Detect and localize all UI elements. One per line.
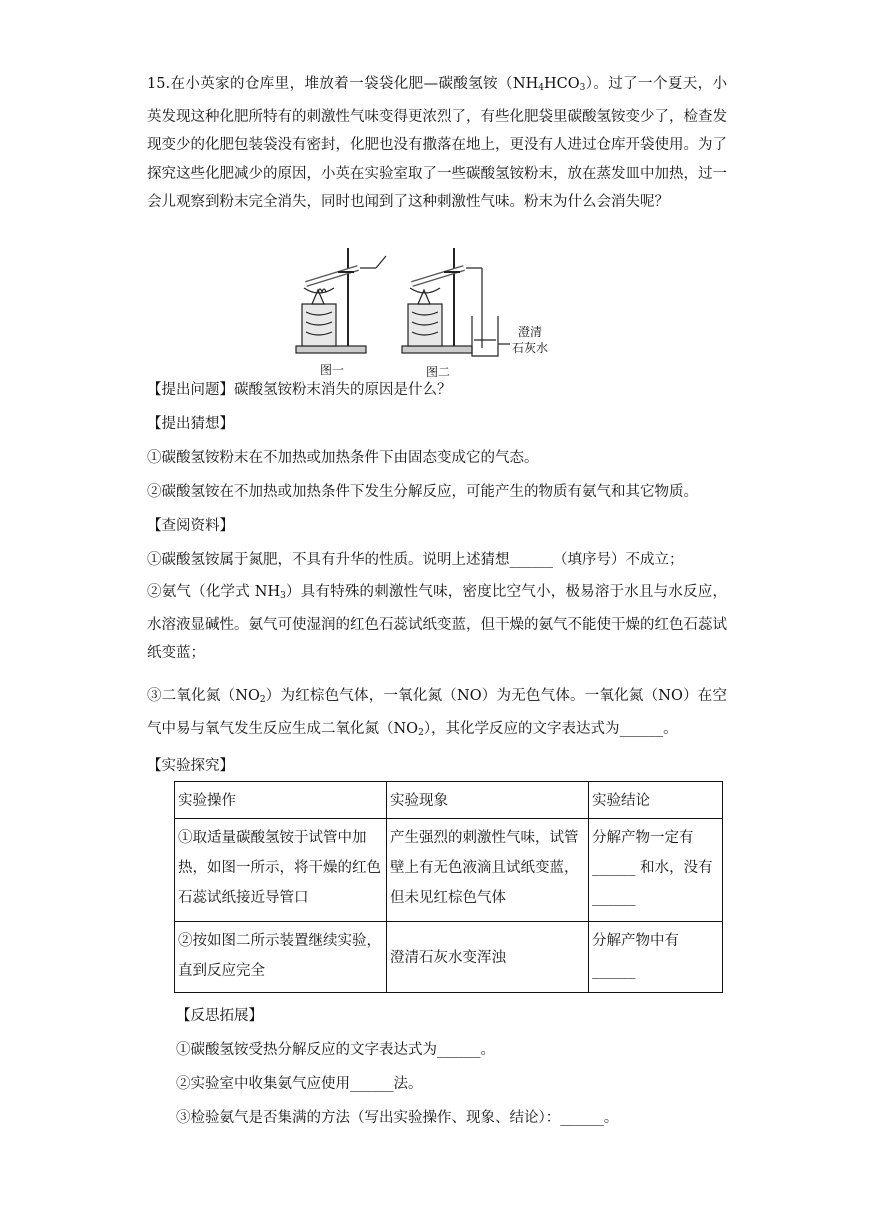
row1-operation: ①取适量碳酸氢铵于试管中加热，如图一所示，将干燥的红色石蕊试纸接近导管口 [175, 819, 387, 922]
table-row [175, 922, 723, 993]
reflection-one-text-a: ①碳酸氢铵受热分解反应的文字表达式为 [176, 1042, 437, 1058]
material-three-text-c: ），其化学反应的文字表达式为 [423, 720, 620, 737]
beaker-label-line2: 石灰水 [512, 341, 549, 355]
material-one [147, 550, 684, 570]
row1-conclusion-text-b: 和水，没有 [635, 860, 713, 876]
intro-text-a: 15.在小英家的仓库里，堆放着一袋袋化肥—碳酸氢铵（NH [147, 76, 539, 92]
question-line: 【提出问题】碳酸氢铵粉末消失的原因是什么？ [147, 382, 452, 398]
row1-phenomenon: 产生强烈的刺激性气味，试管壁上有无色液滴且试纸变蓝，但未见红棕色气体 [387, 819, 589, 922]
reflection-one [176, 1040, 495, 1060]
table-row [175, 819, 723, 922]
answer-blank-test-method: ______ [560, 1110, 604, 1126]
header-conclusion: 实验结论 [589, 782, 723, 819]
hypothesis-one: ①碳酸氢铵粉末在不加热或加热条件下由固态变成它的气态。 [147, 450, 539, 466]
figure-one-apparatus [296, 248, 386, 353]
material-one-text-a: ①碳酸氢铵属于氮肥，不具有升华的性质。说明上述猜想 [147, 552, 510, 568]
row2-phenomenon: 澄清石灰水变浑浊 [387, 922, 589, 993]
figure-one-label: 图一 [320, 363, 345, 377]
beaker-label-line1: 澄清 [518, 325, 543, 339]
answer-blank-collection: ______ [350, 1076, 394, 1092]
figure-two-label: 图二 [426, 365, 451, 378]
material-three [147, 682, 727, 747]
materials-heading: 【查阅资料】 [147, 518, 234, 534]
material-two [147, 578, 727, 668]
intro-text-b: HCO [543, 76, 580, 92]
hypothesis-two: ②碳酸氢铵在不加热或加热条件下发生分解反应，可能产生的物质有氨气和其它物质。 [147, 484, 698, 500]
material-three-text-d: 。 [663, 720, 678, 737]
row2-conclusion-text-a: 分解产物中有 [592, 933, 679, 949]
header-operation: 实验操作 [175, 782, 387, 819]
material-two-text-b: ）具有特殊的刺激性气味，密度比空气小，极易溶于水且与水反应，水溶液显碱性。氨气可使湿润的红色石蕊试纸变蓝，但干燥的氨气不能使干燥的红色石蕊试纸变蓝； [147, 584, 727, 662]
answer-blank-absent: ______ [592, 890, 636, 906]
answer-blank-equation: ______ [619, 720, 664, 737]
reflection-three [176, 1108, 618, 1128]
table-header-row [175, 782, 723, 819]
intro-text-c: ）。过了一个夏天，小英发现这种化肥所特有的刺激性气味变得更浓烈了，有些化肥袋里碳酸氢铵变少了，检查发现变少的化肥包装袋没有密封，化肥也没有撒落在地上，更没有人进过仓库开袋使用。为了探究这些化肥减少的原因，小英在实验室取了一些碳酸氢铵粉末，放在蒸发皿中加热，过一会儿观察到粉末完全消失，同时也闻到了这种刺激性气味。粉末为什么会消失呢？ [147, 76, 728, 211]
material-two-sub: 3 [280, 591, 286, 601]
experiment-table [174, 781, 723, 993]
answer-blank-gas: ______ [592, 963, 636, 979]
reflection-three-text-a: ③检验氨气是否集满的方法（写出实验操作、现象、结论）： [176, 1110, 561, 1126]
reflection-two-text-b: 法。 [393, 1076, 423, 1092]
material-three-text-a: ③二氧化氮（NO [147, 688, 260, 704]
intro-sub-4: 4 [538, 83, 544, 93]
reflection-three-text-b: 。 [603, 1110, 619, 1126]
material-three-sub-2: 2 [418, 727, 424, 738]
reflection-two [176, 1074, 423, 1094]
intro-sub-3: 3 [579, 83, 586, 93]
figure-two-apparatus [402, 248, 510, 356]
material-three-text-b: ）为红棕色气体，一氧化氮（NO）为无色气体。一氧化氮（NO）在空气中易与氧气发生反应生成二氧化氮（NO [147, 688, 728, 737]
material-two-text-a: ②氨气（化学式 NH [147, 584, 281, 600]
material-one-text-b: （填序号）不成立； [553, 552, 684, 568]
experiment-heading: 【实验探究】 [147, 758, 234, 774]
row2-conclusion [589, 922, 723, 993]
row2-operation: ②按如图二所示装置继续实验，直到反应完全 [175, 922, 387, 993]
header-phenomenon: 实验现象 [387, 782, 589, 819]
reflection-one-text-b: 。 [480, 1042, 495, 1058]
material-three-sub-1: 2 [259, 695, 266, 705]
hypothesis-heading: 【提出猜想】 [147, 416, 234, 432]
answer-blank-hypothesis: ______ [509, 552, 553, 568]
intro-paragraph [147, 70, 727, 217]
row1-conclusion-text-a: 分解产物一定有 [592, 830, 694, 846]
reflection-heading: 【反思拓展】 [176, 1008, 263, 1024]
answer-blank-decomposition: ______ [437, 1042, 481, 1058]
row1-conclusion [589, 819, 723, 922]
answer-blank-product: ______ [592, 860, 636, 876]
apparatus-figure [290, 236, 550, 378]
reflection-two-text-a: ②实验室中收集氨气应使用 [176, 1076, 350, 1092]
